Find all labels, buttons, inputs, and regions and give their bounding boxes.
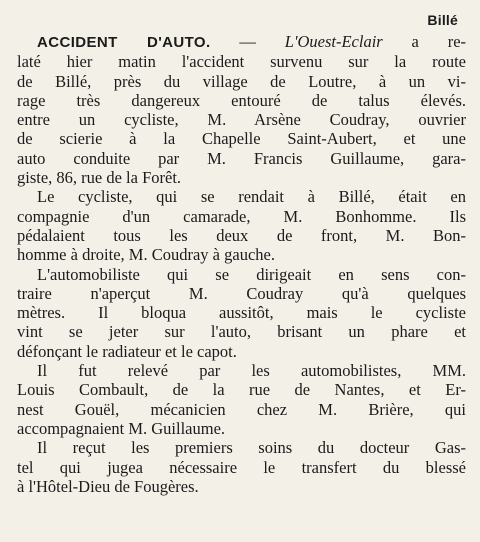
article-line: de Billé, près du village de Loutre, à un vi-: [17, 71, 466, 91]
article-line: auto conduite par M. Francis Guillaume, gara-: [17, 148, 466, 168]
paragraph-1: [17, 32, 466, 187]
article-line: Il fut relevé par les automobilistes, MM.: [37, 361, 466, 381]
source-name: L'Ouest-Eclair: [284, 32, 383, 51]
line-text: a re-: [382, 32, 466, 51]
paragraph-4: [17, 361, 466, 438]
article-line: homme à droite, M. Coudray à gauche.: [17, 245, 275, 265]
article-line: Le cycliste, qui se rendait à Billé, était en: [37, 187, 466, 207]
article-line: mètres. Il bloqua aussitôt, mais le cycliste: [17, 303, 466, 323]
article-line: de scierie à la Chapelle Saint-Aubert, et une: [17, 129, 466, 149]
article-line: L'automobiliste qui se dirigeait en sens con-: [37, 264, 466, 284]
article-line: Louis Combault, de la rue de Nantes, et Er-: [17, 380, 466, 400]
article-headline: ACCIDENT D'AUTO.: [37, 34, 211, 51]
article-body: [17, 32, 466, 496]
paragraph-2: [17, 187, 466, 264]
article-line: rage très dangereux entouré de talus élevés.: [17, 90, 466, 110]
article-line: vint se jeter sur l'auto, brisant un phare et: [17, 322, 466, 342]
article-line: à l'Hôtel-Dieu de Fougères.: [17, 476, 199, 496]
article-line: entre un cycliste, M. Arsène Coudray, ouvrier: [17, 110, 466, 130]
headline-dash: —: [210, 32, 285, 51]
article-line: traire n'aperçut M. Coudray qu'à quelques: [17, 283, 466, 303]
paragraph-5: [17, 438, 466, 496]
article-line: laté hier matin l'accident survenu sur la route: [17, 52, 466, 72]
article-line: giste, 86, rue de la Forêt.: [17, 168, 182, 188]
article-line: pédalaient tous les deux de front, M. Bon-: [17, 225, 466, 245]
place-heading: Billé: [427, 12, 458, 28]
article-line: compagnie d'un camarade, M. Bonhomme. Ils: [17, 206, 466, 226]
article-line: [17, 32, 466, 52]
article-line: défonçant le radiateur et le capot.: [17, 341, 237, 361]
article-line: accompagnaient M. Guillaume.: [17, 418, 226, 438]
article-line: Il reçut les premiers soins du docteur Gas-: [37, 438, 466, 458]
article-line: nest Gouël, mécanicien chez M. Brière, qui: [17, 399, 466, 419]
article-line: tel qui jugea nécessaire le transfert du blessé: [17, 457, 466, 477]
paragraph-3: [17, 265, 466, 361]
